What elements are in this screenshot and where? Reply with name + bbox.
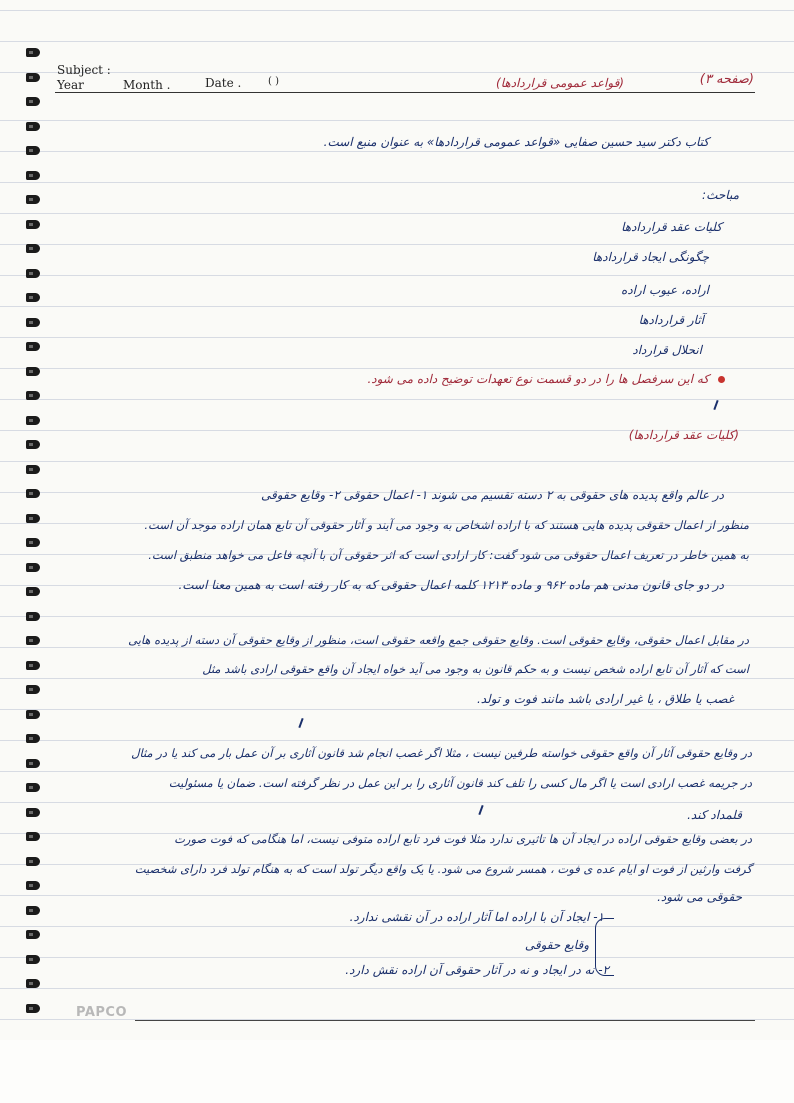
- paragraph-line: منظور از اعمال حقوقی پدیده هایی هستند که با اراده اشخاص به وجود می آیند و آثار حقوقی آن تابع همان اراده موجد آن است.: [144, 518, 749, 532]
- note-line: که این سرفصل ها را در دو قسمت نوع تعهدات توضیح داده می شود.: [367, 372, 709, 386]
- spiral-ring: [26, 318, 40, 327]
- spiral-ring: [26, 661, 40, 670]
- spiral-ring: [26, 73, 40, 82]
- topic-item: انحلال قرارداد: [632, 343, 702, 357]
- paragraph-line: گرفت وارثین از فوت او ایام عده ی فوت ، همسر شروع می شود. یا یک واقع دیگر تولد است که به هنگام تولد فرد دارای شخصیت: [134, 862, 752, 876]
- date-paren: ( ): [268, 76, 279, 87]
- spiral-ring: [26, 97, 40, 106]
- spiral-ring: [26, 1004, 40, 1013]
- topic-item: اراده، عیوب اراده: [621, 283, 709, 297]
- spiral-ring: [26, 636, 40, 645]
- paragraph-line: است که آثار آن تابع اراده شخص نیست و به حکم قانون به وجود می آید خواه ایجاد آن واقع حقوقی ارادی باشد مثل: [202, 662, 749, 676]
- spiral-ring: [26, 759, 40, 768]
- spiral-ring: [26, 612, 40, 621]
- footer-rule: [135, 1020, 755, 1021]
- spiral-ring: [26, 269, 40, 278]
- spiral-ring: [26, 416, 40, 425]
- spiral-ring: [26, 440, 40, 449]
- spiral-ring: [26, 244, 40, 253]
- topics-heading: مباحث:: [702, 188, 739, 202]
- spiral-ring: [26, 832, 40, 841]
- spiral-ring: [26, 685, 40, 694]
- spiral-ring: [26, 48, 40, 57]
- source-line: کتاب دکتر سید حسین صفایی «قواعد عمومی قراردادها» به عنوان منبع است.: [323, 135, 709, 149]
- paragraph-line: غصب یا طلاق ، یا غیر ارادی باشد مانند فوت و تولد.: [476, 692, 734, 706]
- month-label: Month .: [123, 78, 171, 92]
- spiral-ring: [26, 514, 40, 523]
- spiral-ring: [26, 220, 40, 229]
- spiral-ring: [26, 342, 40, 351]
- spiral-ring: [26, 391, 40, 400]
- spiral-ring: [26, 489, 40, 498]
- paragraph-line: در عالم واقع پدیده های حقوقی به ۲ دسته تقسیم می شوند ۱- اعمال حقوقی ۲- وقایع حقوقی: [261, 488, 724, 502]
- spiral-binding: [26, 48, 44, 1033]
- year-label: Year: [57, 78, 84, 92]
- spiral-ring: [26, 587, 40, 596]
- papco-logo: PAPCO: [76, 1005, 128, 1020]
- spiral-ring: [26, 857, 40, 866]
- spiral-ring: [26, 881, 40, 890]
- date-label: Date .: [205, 76, 242, 90]
- section-heading: (کلیات عقد قراردادها): [628, 428, 739, 442]
- spiral-ring: [26, 195, 40, 204]
- spiral-ring: [26, 955, 40, 964]
- header-rule: [55, 92, 755, 93]
- spiral-ring: [26, 783, 40, 792]
- spiral-ring: [26, 293, 40, 302]
- spiral-ring: [26, 808, 40, 817]
- topic-item: کلیات عقد قراردادها: [621, 220, 722, 234]
- paragraph-line: در وقایع حقوقی آثار آن واقع حقوقی خواسته طرفین نیست ، مثلا اگر غصب انجام شد قانون آثاری بر آن عمل بار می کند یا در مثال: [131, 746, 752, 760]
- summary-label: وقایع حقوقی: [524, 938, 589, 952]
- paragraph-line: در جریمه غصب ارادی است یا اگر مال کسی را تلف کند قانون آثاری را بر این عمل در نظر گرفته است. ضمان یا مسئولیت: [168, 776, 752, 790]
- topic-title: (قواعد عمومی قراردادها): [496, 76, 624, 90]
- spiral-ring: [26, 146, 40, 155]
- paragraph-line: قلمداد کند.: [687, 808, 742, 822]
- spiral-ring: [26, 734, 40, 743]
- spiral-ring: [26, 710, 40, 719]
- spiral-ring: [26, 563, 40, 572]
- paragraph-line: در بعضی وقایع حقوقی اراده در ایجاد آن ها تاثیری ندارد مثلا فوت فرد تابع اراده متوفی نیست، اما هنگامی که فوت صورت: [174, 832, 752, 846]
- spiral-ring: [26, 930, 40, 939]
- spiral-ring: [26, 367, 40, 376]
- spiral-ring: [26, 465, 40, 474]
- page-ref: (صفحه ۳): [699, 72, 754, 87]
- spiral-ring: [26, 538, 40, 547]
- spiral-ring: [26, 122, 40, 131]
- summary-item-1: ۱- ایجاد آن با اراده اما آثار اراده در آن نقشی ندارد.: [349, 910, 604, 924]
- red-bullet: [718, 376, 725, 383]
- paragraph-line: به همین خاطر در تعریف اعمال حقوقی می شود گفت: کار ارادی است که اثر حقوقی آن با آنچه فاعل می خواهد منطبق است.: [148, 548, 749, 562]
- summary-item-2: ۲- نه در ایجاد و نه در آثار حقوقی آن اراده نقش دارد.: [345, 963, 609, 977]
- topic-item: چگونگی ایجاد قراردادها: [592, 250, 709, 264]
- paragraph-line: در دو جای قانون مدنی هم ماده ۹۶۲ و ماده ۱۲۱۳ کلمه اعمال حقوقی که به کار رفته است به همین معنا است.: [178, 578, 724, 592]
- spiral-ring: [26, 906, 40, 915]
- paragraph-line: حقوقی می شود.: [657, 890, 742, 904]
- spiral-ring: [26, 171, 40, 180]
- spiral-ring: [26, 979, 40, 988]
- topic-item: آثار قراردادها: [638, 313, 704, 327]
- paragraph-line: در مقابل اعمال حقوقی، وقایع حقوقی است. وقایع حقوقی جمع واقعه حقوقی است، منظور از وقایع حقوقی آن دسته از پدیده هایی: [128, 633, 749, 647]
- subject-label: Subject :: [57, 63, 111, 77]
